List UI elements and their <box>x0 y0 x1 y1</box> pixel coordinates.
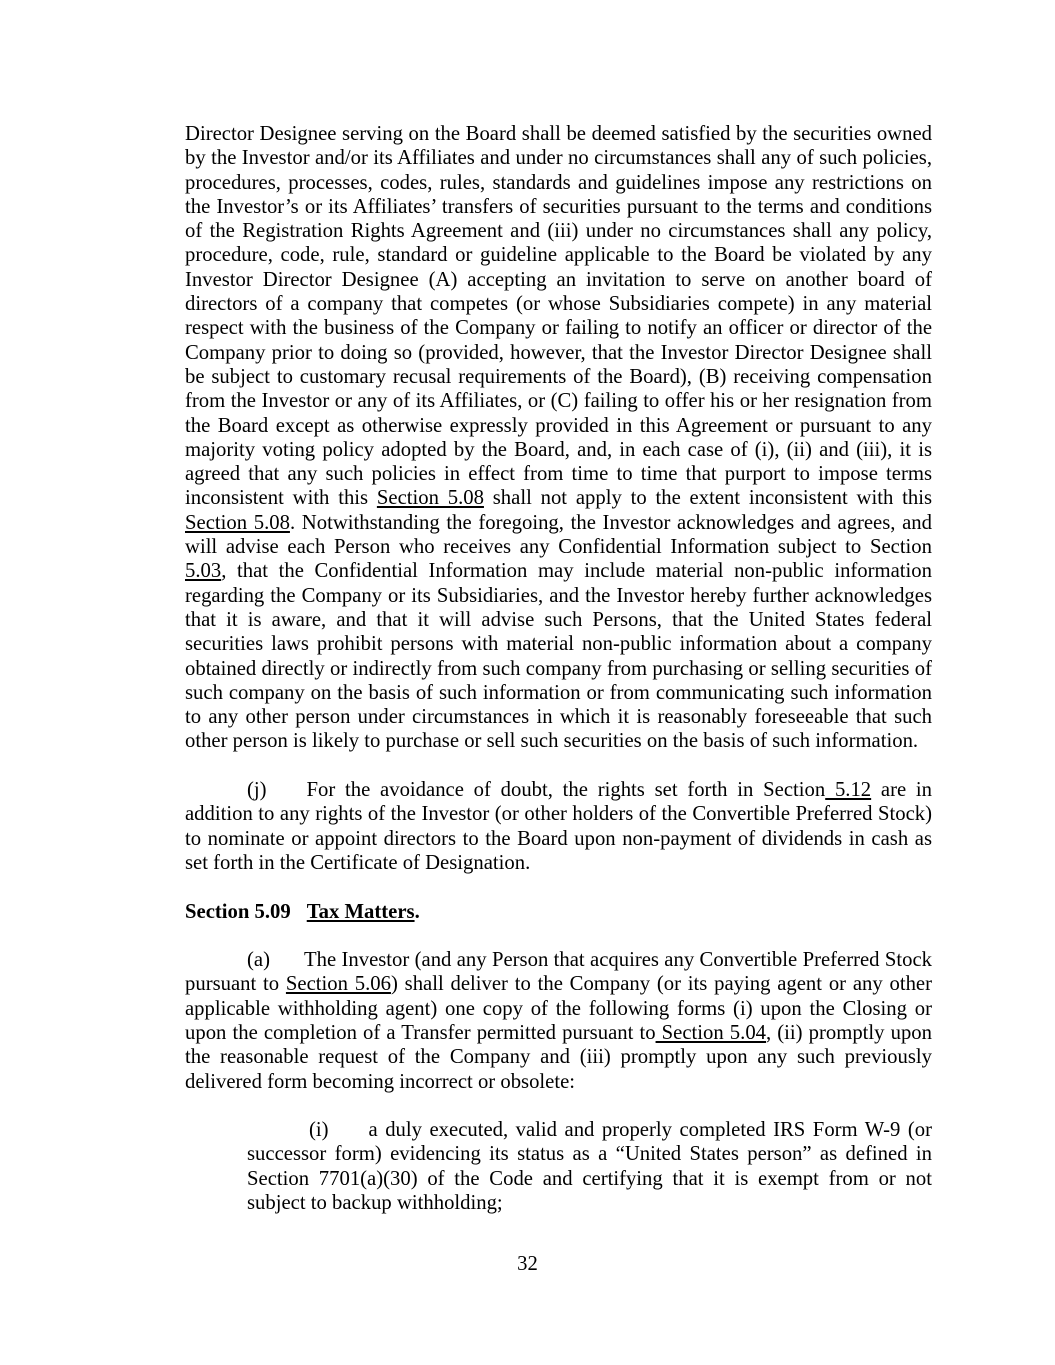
section-reference: Tax Matters <box>306 900 415 923</box>
text-run: . <box>414 900 420 923</box>
heading-section-5-09-tax-matters <box>185 900 932 924</box>
text-run: Section 5.09 <box>185 900 291 923</box>
text-run: Director Designee serving on the Board shall be deemed satisfied by the securities owned by the Investor and/or its Affiliates and under no circumstances shall any of such policies, procedures, processes, codes, rules, standards and guidelines impose any restrictions on the Investor’s or its Affiliates’ transfers of securities pursuant to the terms and conditions of the Registration Rights Agreement and (iii) under no circumstances shall any policy, procedure, code, rule, standard or guideline applicable to the Board be violated by any Investor Director Designee (A) accepting an invitation to serve on another board of directors of a company that competes (or whose Subsidiaries compete) in any material respect with the business of the Company or failing to notify an officer or director of the Company prior to doing so (provided, however, that the Investor Director Designee shall be subject to customary recusal requirements of the Board), (B) receiving compensation from the Investor or any of its Affiliates, or (C) failing to offer his or her resignation from the Board except as otherwise expressly provided in this Agreement or pursuant to any majority voting policy adopted by the Board, and, in each case of (i), (ii) and (iii), it is agreed that any such policies in effect from time to time that purport to impose terms inconsistent with this <box>185 123 932 510</box>
section-reference: Section 5.08 <box>185 511 290 534</box>
text-run: shall not apply to the extent inconsistent with this <box>483 487 932 510</box>
section-reference: Section 5.04 <box>655 1021 767 1044</box>
text-run: are in addition to any rights of the Investor (or other holders of the Convertible Preferred Stock) to nominate or appoint directors to the Board upon non-payment of dividends in cash as set forth in the Certificate of Designation. <box>185 779 933 874</box>
text-run: (i) <box>309 1119 329 1142</box>
section-reference: Section 5.06 <box>285 973 391 996</box>
text-run: ) shall deliver to the Company (or its paying agent or any other applicable withholding agent) one copy of the following forms (i) upon the Closing or upon the completion of a Transfer permitted pursuant to <box>185 973 932 1044</box>
text-run: , (ii) promptly upon the reasonable request of the Company and (iii) promptly upon any such previously delivered form becoming incorrect or obsolete: <box>185 1021 932 1093</box>
section-reference: 5.03 <box>185 560 222 583</box>
text-run: . Notwithstanding the foregoing, the Investor acknowledges and agrees, and will advise each Person who receives any Confidential Information subject to Section <box>185 511 932 559</box>
paragraph-continuation-5-08 <box>185 122 932 754</box>
text-run: The Investor (and any Person that acquires any Convertible Preferred Stock pursuant to <box>185 949 932 996</box>
paragraph-j <box>185 778 932 875</box>
paragraph-a <box>185 948 932 1094</box>
section-reference: Section 5.08 <box>376 487 484 510</box>
text-run: a duly executed, valid and properly completed IRS Form W-9 (or successor form) evidencing its status as a “United States person” as defined in Section 7701(a)(30) of the Code and certifying that it is exempt from or not subject to backup withholding; <box>247 1119 932 1215</box>
text-run: (j) <box>247 779 267 802</box>
text-run: (a) <box>247 949 270 972</box>
page-number: 32 <box>517 1253 538 1275</box>
section-reference: 5.12 <box>825 779 872 802</box>
paragraph-i <box>247 1118 932 1215</box>
document-body <box>185 122 932 1240</box>
text-run: , that the Confidential Information may include material non-public information regarding the Company or its Subsidiaries, and the Investor hereby further acknowledges that it is aware, and that it will advise such Persons, that the United States federal securities laws prohibit persons with material non-public information about a company obtained directly or indirectly from such company from purchasing or selling securities of such company on the basis of such information or from communicating such information to any other person under circumstances in which it is reasonably foreseeable that such other person is likely to purchase or sell such securities on the basis of such information. <box>185 560 932 753</box>
text-run: For the avoidance of doubt, the rights set forth in Section <box>306 779 826 802</box>
